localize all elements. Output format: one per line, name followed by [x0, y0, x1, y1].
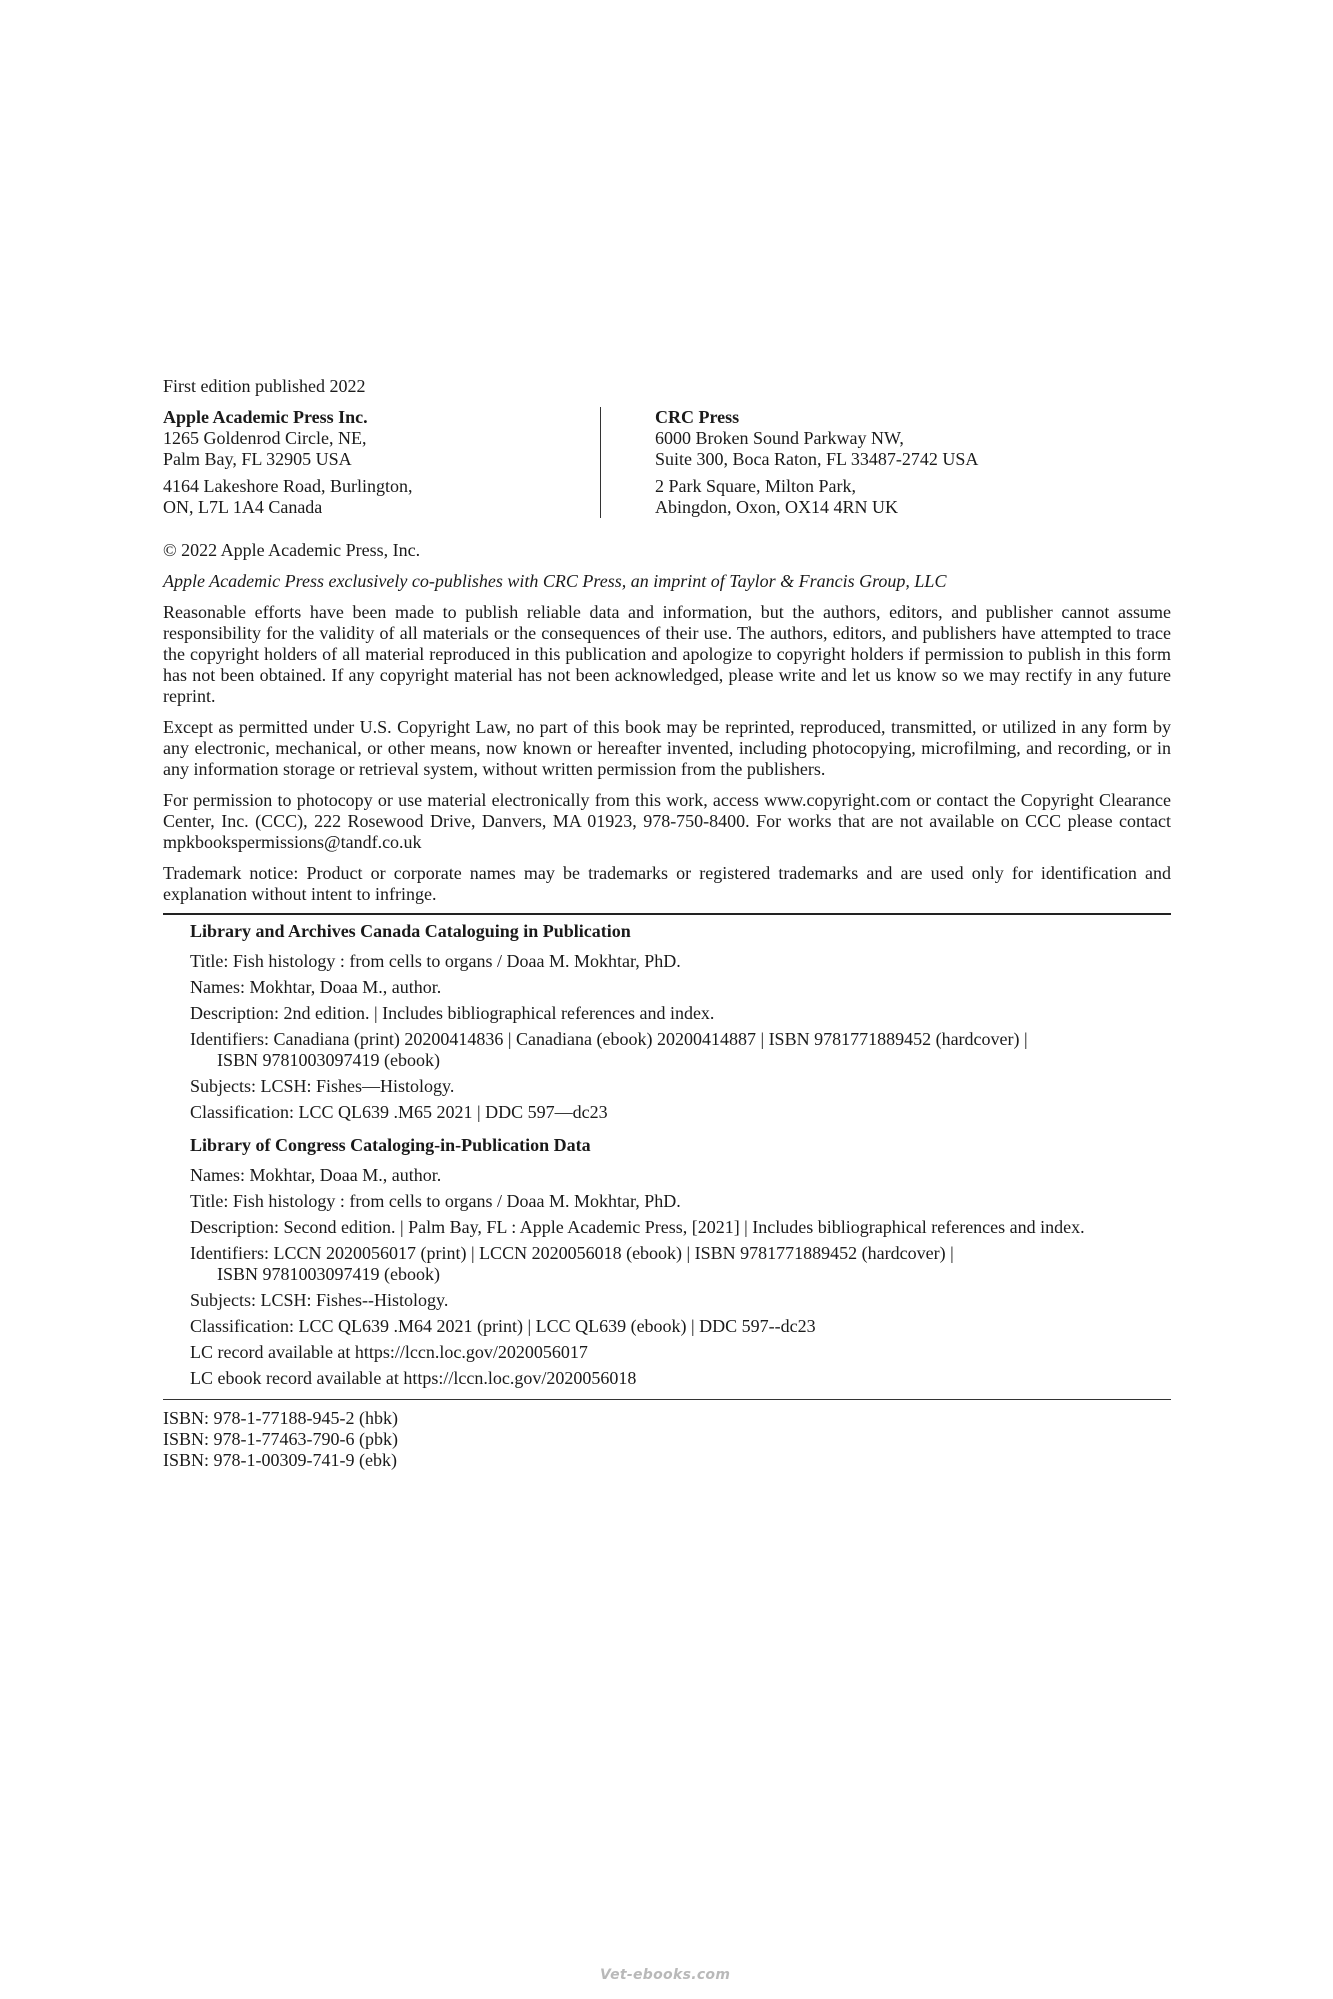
- cip-title: Title: Fish histology : from cells to organs / Doaa M. Mokhtar, PhD.: [190, 1191, 681, 1211]
- copublish-notice: Apple Academic Press exclusively co-publishes with CRC Press, an imprint of Taylor & Francis Group, LLC: [163, 571, 947, 591]
- cataloguing-block: [163, 913, 1171, 1400]
- address-line: ON, L7L 1A4 Canada: [163, 497, 323, 517]
- cip-title: Title: Fish histology : from cells to organs / Doaa M. Mokhtar, PhD.: [190, 951, 681, 971]
- cip-canada-heading: Library and Archives Canada Cataloguing in Publication: [190, 921, 631, 941]
- cip-identifiers: [190, 1243, 1171, 1285]
- address-line: 1265 Goldenrod Circle, NE,: [163, 428, 367, 448]
- copyright-page: [163, 376, 1171, 1471]
- cip-identifiers-text: Identifiers: LCCN 2020056017 (print) | LCCN 2020056018 (ebook) | ISBN 9781771889452 (hardcover) |: [190, 1243, 954, 1263]
- isbn-pbk: ISBN: 978-1-77463-790-6 (pbk): [163, 1429, 398, 1449]
- lc-ebook-record: LC ebook record available at https://lccn.loc.gov/2020056018: [190, 1368, 637, 1388]
- cip-description: Description: 2nd edition. | Includes bibliographical references and index.: [190, 1003, 715, 1023]
- cip-classification: Classification: LCC QL639 .M65 2021 | DDC 597—dc23: [190, 1102, 608, 1122]
- trademark-paragraph: Trademark notice: Product or corporate names may be trademarks or registered trademarks and are used only for identification and explanation without intent to infringe.: [163, 863, 1171, 904]
- disclaimer-paragraph: Reasonable efforts have been made to publish reliable data and information, but the authors, editors, and publisher cannot assume responsibility for the validity of all materials or the consequences of their use. The authors, editors, and publishers have attempted to trace the copyright holders of all material reproduced in this publication and apologize to copyright holders if permission to publish in this form has not been obtained. If any copyright material has not been acknowledged, please write and let us know so we may rectify in any future reprint.: [163, 602, 1171, 706]
- publisher-name: Apple Academic Press Inc.: [163, 407, 368, 427]
- cip-identifiers-cont: ISBN 9781003097419 (ebook): [217, 1050, 440, 1070]
- publisher-addresses: [163, 407, 1171, 518]
- address-line: 4164 Lakeshore Road, Burlington,: [163, 476, 413, 496]
- reproduction-paragraph: Except as permitted under U.S. Copyright Law, no part of this book may be reprinted, reproduced, transmitted, or utilized in any form by any electronic, mechanical, or other means, now known or hereafter invented, including photocopying, microfilming, and recording, or in any information storage or retrieval system, without written permission from the publishers.: [163, 717, 1171, 779]
- cip-classification: Classification: LCC QL639 .M64 2021 (print) | LCC QL639 (ebook) | DDC 597--dc23: [190, 1316, 816, 1336]
- cip-identifiers-text: Identifiers: Canadiana (print) 20200414836 | Canadiana (ebook) 20200414887 | ISBN 9781771889452 (hardcover) |: [190, 1029, 1028, 1049]
- first-edition-note: First edition published 2022: [163, 376, 366, 396]
- permissions-paragraph: For permission to photocopy or use material electronically from this work, access www.copyright.com or contact the Copyright Clearance Center, Inc. (CCC), 222 Rosewood Drive, Danvers, MA 01923, 978-750-8400. For works that are not available on CCC please contact mpkbookspermissions@tandf.co.uk: [163, 790, 1171, 852]
- address-line: Suite 300, Boca Raton, FL 33487-2742 USA: [655, 449, 979, 469]
- publisher-crc-press: [601, 407, 978, 518]
- isbn-list: [163, 1408, 1171, 1471]
- cip-description: Description: Second edition. | Palm Bay, FL : Apple Academic Press, [2021] | Includes bibliographical references and index.: [190, 1217, 1085, 1237]
- cip-names: Names: Mokhtar, Doaa M., author.: [190, 977, 442, 997]
- address-line: 6000 Broken Sound Parkway NW,: [655, 428, 904, 448]
- address-line: Palm Bay, FL 32905 USA: [163, 449, 352, 469]
- cip-names: Names: Mokhtar, Doaa M., author.: [190, 1165, 442, 1185]
- cip-subjects: Subjects: LCSH: Fishes--Histology.: [190, 1290, 449, 1310]
- lc-record: LC record available at https://lccn.loc.gov/2020056017: [190, 1342, 588, 1362]
- publisher-name: CRC Press: [655, 407, 740, 427]
- watermark-logo: Vet-ebooks.com: [600, 1967, 731, 1983]
- publisher-apple-academic: [163, 407, 601, 518]
- address-line: 2 Park Square, Milton Park,: [655, 476, 856, 496]
- cip-identifiers-cont: ISBN 9781003097419 (ebook): [217, 1264, 440, 1284]
- cip-identifiers: [190, 1029, 1171, 1071]
- copyright-notice: © 2022 Apple Academic Press, Inc.: [163, 540, 421, 560]
- isbn-hbk: ISBN: 978-1-77188-945-2 (hbk): [163, 1408, 398, 1428]
- cip-subjects: Subjects: LCSH: Fishes—Histology.: [190, 1076, 455, 1096]
- address-line: Abingdon, Oxon, OX14 4RN UK: [655, 497, 898, 517]
- isbn-ebk: ISBN: 978-1-00309-741-9 (ebk): [163, 1450, 397, 1470]
- cip-congress-heading: Library of Congress Cataloging-in-Publication Data: [190, 1135, 591, 1155]
